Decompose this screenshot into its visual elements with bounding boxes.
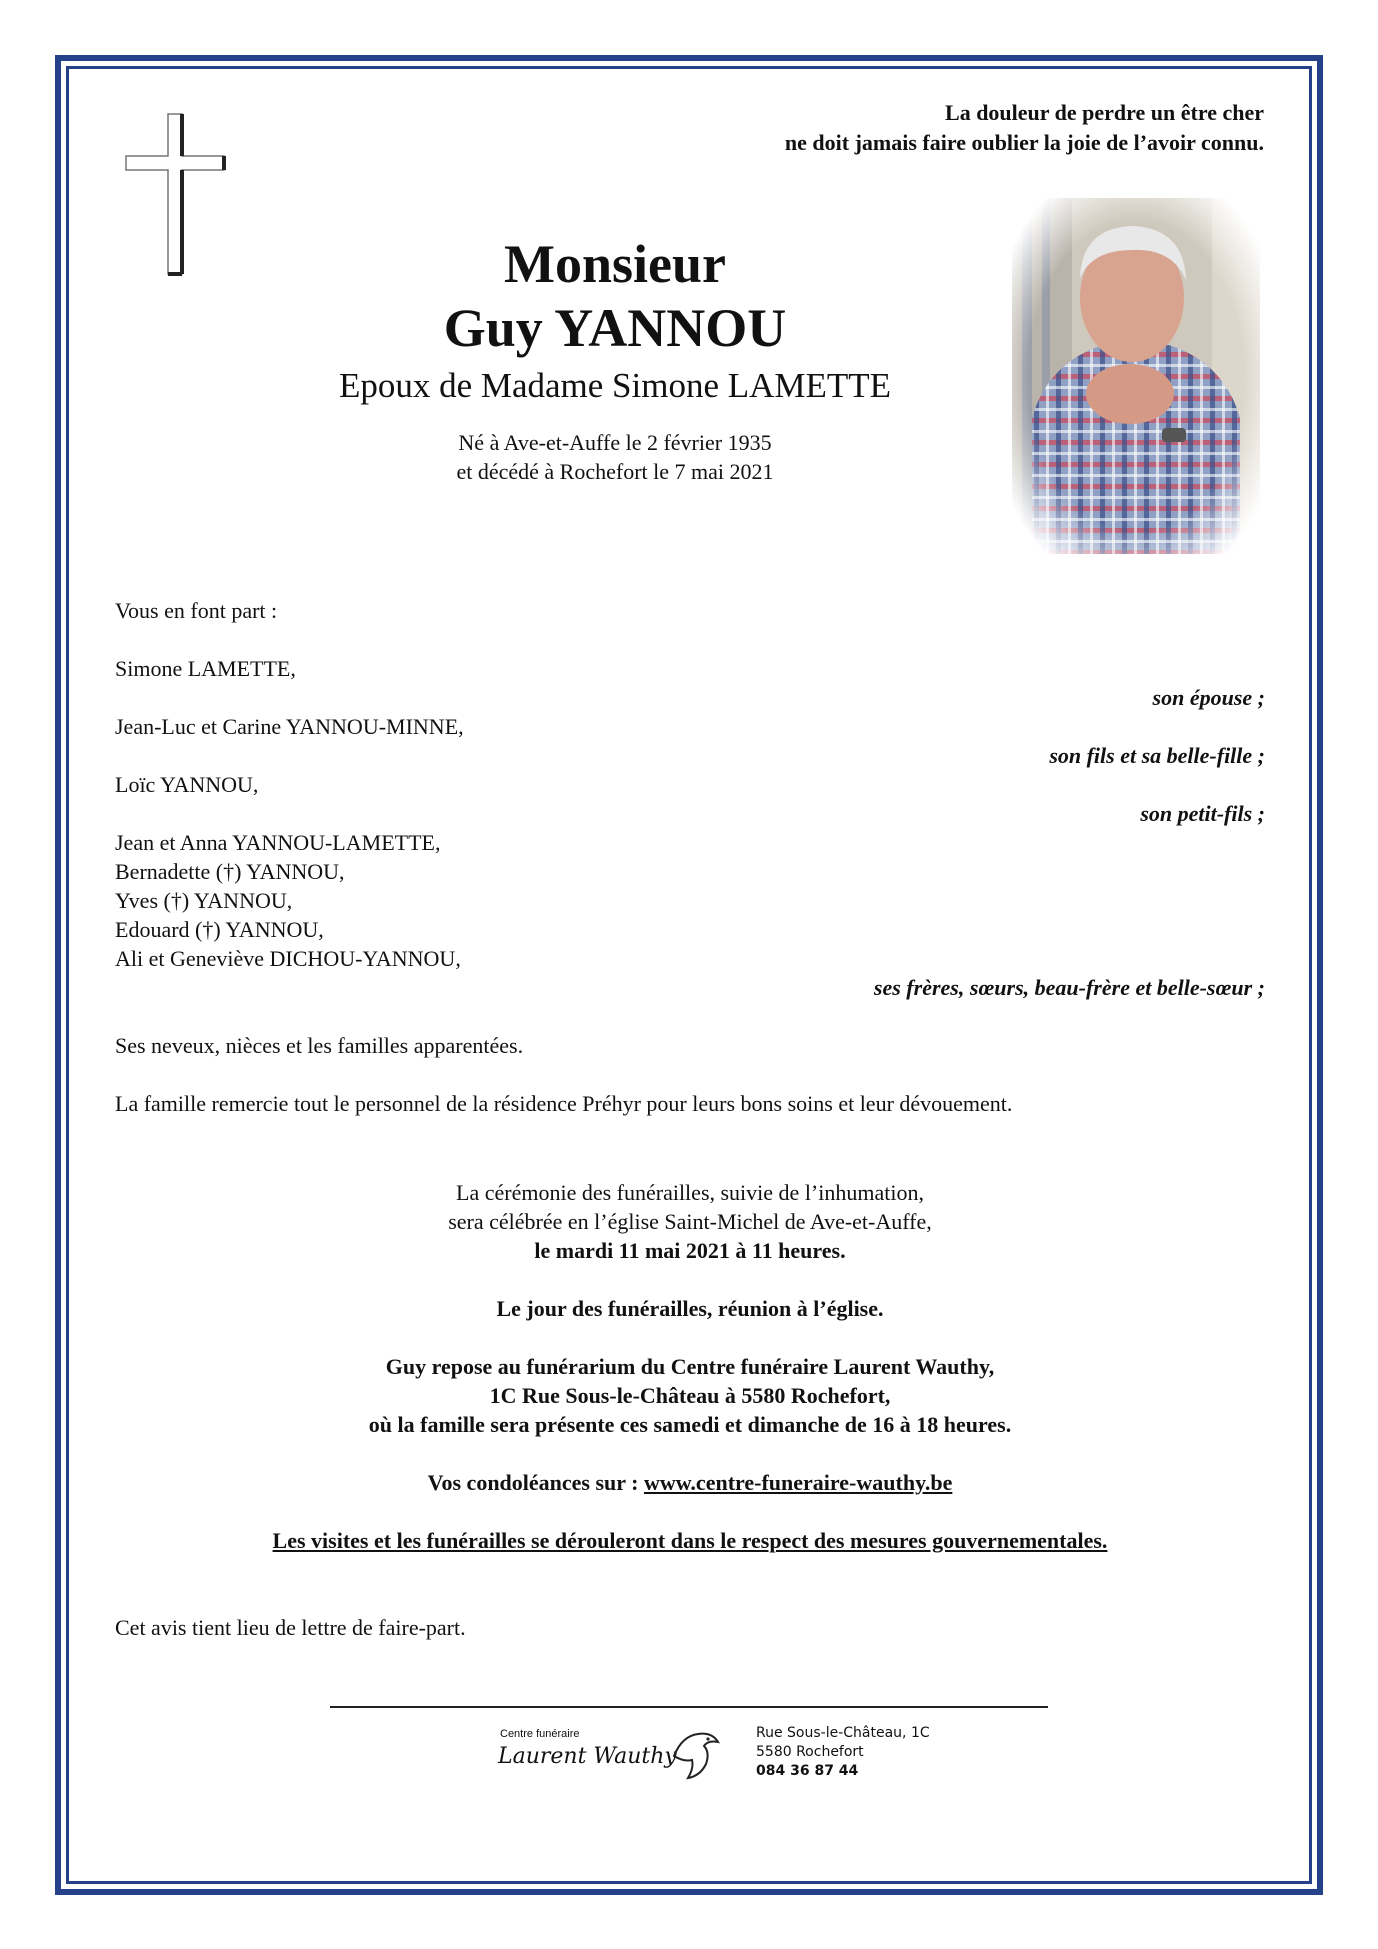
meeting-line: Le jour des funérailles, réunion à l’église.	[496, 1296, 884, 1321]
repose-block	[115, 1352, 1265, 1439]
epigraph-quote	[785, 98, 1264, 158]
ceremony-block	[115, 1178, 1265, 1265]
footer-address	[756, 1724, 930, 1781]
salutation: Monsieur	[504, 234, 726, 294]
safety-notice: Les visites et les funérailles se dérouleront dans le respect des mesures gouvernementales.	[272, 1528, 1108, 1553]
closing-line: Cet avis tient lieu de lettre de faire-part.	[115, 1615, 466, 1640]
extended-family: Ses neveux, nièces et les familles apparentées.	[115, 1033, 524, 1058]
list-item: Ali et Geneviève DICHOU-YANNOU,	[115, 946, 461, 971]
address-line-2: 5580 Rochefort	[756, 1744, 864, 1760]
ceremony-line-2: sera célébrée en l’église Saint-Michel de Ave-et-Auffe,	[448, 1209, 932, 1234]
life-dates	[220, 428, 1010, 486]
relation-label: son épouse ;	[1152, 685, 1265, 710]
logo-script-text: Laurent Wauthy	[498, 1744, 677, 1769]
relation-label: ses frères, sœurs, beau-frère et belle-sœur ;	[873, 975, 1265, 1000]
list-item: Edouard (†) YANNOU,	[115, 917, 324, 942]
death-line: et décédé à Rochefort le 7 mai 2021	[456, 459, 774, 484]
list-item: Jean-Luc et Carine YANNOU-MINNE,	[115, 714, 464, 739]
list-item: Bernadette (†) YANNOU,	[115, 859, 345, 884]
family-list	[115, 654, 1265, 1014]
announcement-intro: Vous en font part :	[115, 598, 278, 623]
repose-line-1: Guy repose au funérarium du Centre funéraire Laurent Wauthy,	[385, 1354, 995, 1379]
repose-line-3: où la famille sera présente ces samedi et dimanche de 16 à 18 heures.	[368, 1412, 1012, 1437]
quote-line-1: La douleur de perdre un être cher	[945, 100, 1264, 125]
cross-icon	[118, 110, 230, 278]
birth-line: Né à Ave-et-Auffe le 2 février 1935	[458, 430, 772, 455]
relation-label: son fils et sa belle-fille ;	[1049, 743, 1265, 768]
address-line-1: Rue Sous-le-Château, 1C	[756, 1725, 930, 1741]
deceased-heading	[220, 232, 1010, 486]
thanks-line: La famille remercie tout le personnel de la résidence Préhyr pour leurs bons soins et leur dévouement.	[115, 1091, 1013, 1116]
portrait-photo	[1012, 198, 1260, 554]
logo-small-text: Centre funéraire	[500, 1728, 580, 1740]
list-item: Yves (†) YANNOU,	[115, 888, 293, 913]
ceremony-line-1: La cérémonie des funérailles, suivie de l’inhumation,	[456, 1180, 924, 1205]
ceremony-date: le mardi 11 mai 2021 à 11 heures.	[534, 1238, 846, 1263]
footer-divider	[330, 1706, 1048, 1708]
repose-line-2: 1C Rue Sous-le-Château à 5580 Rochefort,	[489, 1383, 891, 1408]
list-item: Simone LAMETTE,	[115, 656, 296, 681]
list-item: Loïc YANNOU,	[115, 772, 259, 797]
deceased-name: Guy YANNOU	[443, 298, 787, 358]
condolences-link[interactable]: www.centre-funeraire-wauthy.be	[643, 1470, 953, 1495]
list-item: Jean et Anna YANNOU-LAMETTE,	[115, 830, 441, 855]
quote-line-2: ne doit jamais faire oublier la joie de l’avoir connu.	[784, 130, 1264, 155]
condolences-line	[115, 1468, 1265, 1497]
relation-label: son petit-fils ;	[1140, 801, 1265, 826]
phone-number: 084 36 87 44	[756, 1763, 859, 1779]
funeral-home-logo	[496, 1722, 726, 1782]
spouse-line: Epoux de Madame Simone LAMETTE	[338, 366, 892, 405]
dove-icon	[664, 1722, 724, 1782]
condolences-label: Vos condoléances sur :	[427, 1470, 639, 1495]
